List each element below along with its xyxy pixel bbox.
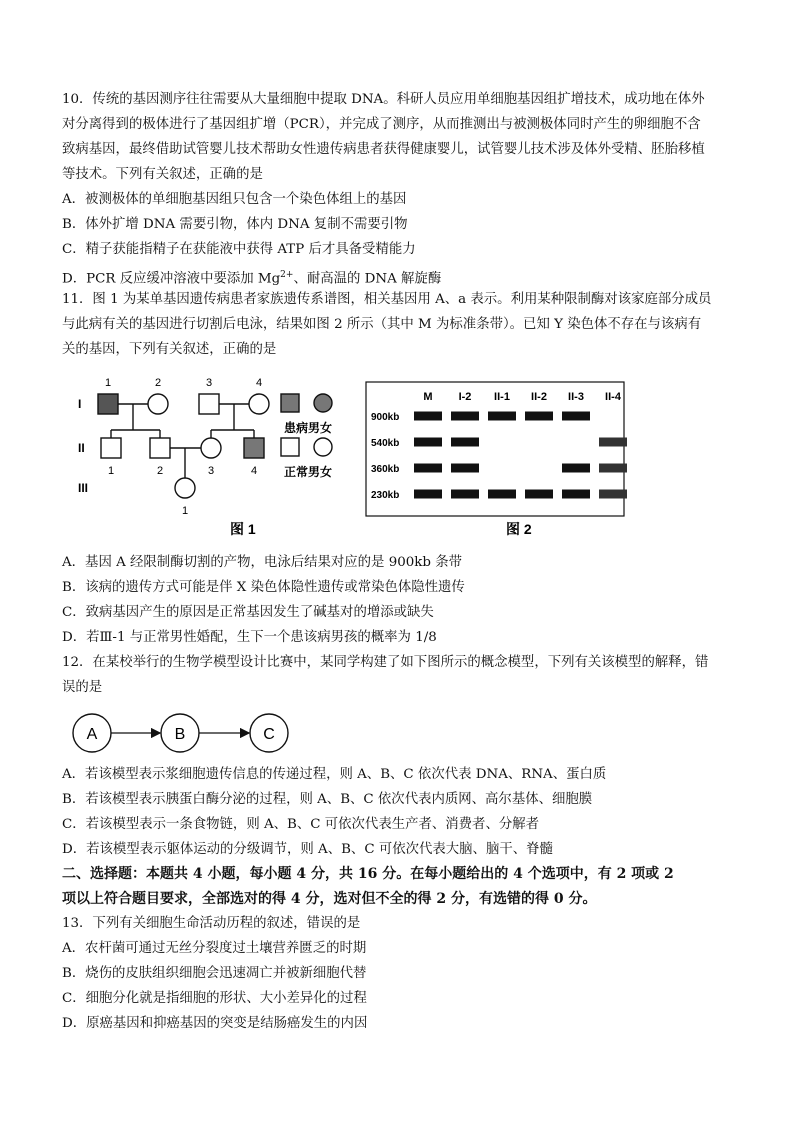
q10-option-d-post: 、耐高温的 DNA 解旋酶 <box>293 271 442 287</box>
gel-band <box>525 412 553 421</box>
gel-band <box>414 464 442 473</box>
gel-band <box>562 490 590 499</box>
pedigree-ii4-affected-male <box>244 438 264 458</box>
gel-lane-label: II-2 <box>531 391 547 403</box>
gel-band <box>488 412 516 421</box>
legend-normal-male-icon <box>281 438 299 456</box>
pedigree-i3-normal-male <box>199 394 219 414</box>
gel-lane-label: M <box>423 391 433 403</box>
gel-lane-label: I-2 <box>458 391 472 403</box>
q10-stem-line-3: 致病基因，最终借助试管婴儿技术帮助女性遗传病患者获得健康婴儿，试管婴儿技术涉及体外受精、胚胎移植 <box>62 142 705 157</box>
legend-affected-label: 患病男女 <box>284 421 333 435</box>
num-ii2: 2 <box>157 465 164 477</box>
pedigree-i4-normal-female <box>249 394 269 414</box>
node-b-label: B <box>174 726 186 743</box>
q10-option-d-sup: 2+ <box>280 270 294 280</box>
q12-option-a: A．若该模型表示浆细胞遗传信息的传递过程，则 A、B、C 依次代表 DNA、RNA、蛋白质 <box>62 767 607 782</box>
pedigree-iii1-normal-female <box>175 478 195 498</box>
q12-option-c: C．若该模型表示一条食物链，则 A、B、C 可依次代表生产者、消费者、分解者 <box>62 817 540 832</box>
fig1-caption: 图 1 <box>230 521 256 537</box>
pedigree-ii1-normal-male <box>101 438 121 458</box>
q12-option-b: B．若该模型表示胰蛋白酶分泌的过程，则 A、B、C 依次代表内质网、高尔基体、细胞膜 <box>62 792 593 807</box>
q13-option-d: D．原癌基因和抑癌基因的突变是结肠癌发生的内因 <box>62 1016 368 1031</box>
q11-option-d: D．若Ⅲ-1 与正常男性婚配，生下一个患该病男孩的概率为 1/8 <box>62 630 437 645</box>
q10-option-d-pre: D．PCR 反应缓冲溶液中要添加 Mg <box>62 271 281 287</box>
gel-band <box>414 490 442 499</box>
pedigree-figure <box>74 368 354 540</box>
q13-stem: 13．下列有关细胞生命活动历程的叙述，错误的是 <box>62 916 361 931</box>
q11-option-a: A．基因 A 经限制酶切割的产物，电泳后结果对应的是 900kb 条带 <box>62 555 462 570</box>
gel-band <box>451 490 479 499</box>
gel-band <box>488 490 516 499</box>
gel-lane-label: II-4 <box>605 391 621 403</box>
pedigree-i1-affected-male <box>98 394 118 414</box>
gen-label-i: I <box>78 397 82 411</box>
num-ii1: 1 <box>108 465 115 477</box>
gel-size-label: 540kb <box>371 438 400 449</box>
gel-size-label: 360kb <box>371 464 400 475</box>
legend-affected-male-icon <box>281 394 299 412</box>
section2-header-line-1: 二、选择题：本题共 4 小题，每小题 4 分，共 16 分。在每小题给出的 4 个选项中，有 2 项或 2 <box>62 866 674 882</box>
gel-band <box>525 490 553 499</box>
q11-stem-line-1: 11．图 1 为某单基因遗传病患者家族遗传系谱图，相关基因用 A、a 表示。利用某种限制酶对该家庭部分成员 <box>62 292 712 307</box>
gel-size-label: 900kb <box>371 412 400 423</box>
q10-option-a: A．被测极体的单细胞基因组只包含一个染色体组上的基因 <box>62 192 407 207</box>
gel-band <box>599 464 627 473</box>
gen-label-ii: II <box>78 441 85 455</box>
q10-option-d <box>62 265 441 289</box>
gel-band <box>599 438 627 447</box>
gel-band <box>414 412 442 421</box>
q13-option-b: B．烧伤的皮肤组织细胞会迅速凋亡并被新细胞代替 <box>62 966 367 981</box>
num-i1: 1 <box>105 377 112 389</box>
num-i4: 4 <box>256 377 263 389</box>
q12-stem-line-2: 误的是 <box>62 680 103 695</box>
legend-normal-female-icon <box>314 438 332 456</box>
gel-band <box>451 438 479 447</box>
node-a-label: A <box>86 726 98 743</box>
q10-stem-line-1: 10．传统的基因测序往往需要从大量细胞中提取 DNA。科研人员应用单细胞基因组扩增技术，成功地在体外 <box>62 92 705 107</box>
gel-lane-label: II-1 <box>494 391 510 403</box>
q12-stem-line-1: 12．在某校举行的生物学模型设计比赛中，某同学构建了如下图所示的概念模型，下列有关该模型的解释，错 <box>62 655 709 670</box>
q10-stem-line-4: 等技术。下列有关叙述，正确的是 <box>62 167 263 182</box>
pedigree-ii2-normal-male <box>150 438 170 458</box>
pedigree-ii3-normal-female <box>201 438 221 458</box>
num-i3: 3 <box>206 377 213 389</box>
node-c-label: C <box>263 726 275 743</box>
q10-stem-line-2: 对分离得到的极体进行了基因组扩增（PCR），并完成了测序，从而推测出与被测极体同时产生的卵细胞不含 <box>62 117 701 132</box>
num-ii4: 4 <box>251 465 258 477</box>
concept-model-diagram <box>68 710 298 756</box>
gel-band <box>562 412 590 421</box>
gel-band <box>562 464 590 473</box>
legend-affected-female-icon <box>314 394 332 412</box>
section2-header-line-2: 项以上符合题目要求，全部选对的得 4 分，选对但不全的得 2 分，有选错的得 0 分。 <box>62 891 597 907</box>
gel-size-label: 230kb <box>371 490 400 501</box>
num-iii1: 1 <box>182 505 189 517</box>
q13-option-a: A．农杆菌可通过无丝分裂度过土壤营养匮乏的时期 <box>62 941 367 956</box>
gel-band <box>451 412 479 421</box>
gen-label-iii: III <box>78 481 89 495</box>
gel-band <box>599 490 627 499</box>
gel-band <box>451 464 479 473</box>
q13-option-c: C．细胞分化就是指细胞的形状、大小差异化的过程 <box>62 991 367 1006</box>
num-i2: 2 <box>155 377 162 389</box>
q12-option-d: D．若该模型表示躯体运动的分级调节，则 A、B、C 可依次代表大脑、脑干、脊髓 <box>62 842 553 857</box>
q11-option-b: B．该病的遗传方式可能是伴 X 染色体隐性遗传或常染色体隐性遗传 <box>62 580 465 595</box>
pedigree-i2-normal-female <box>148 394 168 414</box>
gel-band <box>414 438 442 447</box>
gel-lane-label: II-3 <box>568 391 584 403</box>
legend-normal-label: 正常男女 <box>284 465 333 479</box>
gel-figure <box>360 368 630 540</box>
q11-option-c: C．致病基因产生的原因是正常基因发生了碱基对的增添或缺失 <box>62 605 434 620</box>
fig2-caption: 图 2 <box>506 521 532 537</box>
q10-option-b: B．体外扩增 DNA 需要引物，体内 DNA 复制不需要引物 <box>62 217 408 232</box>
q10-option-c: C．精子获能指精子在获能液中获得 ATP 后才具备受精能力 <box>62 242 416 257</box>
q11-stem-line-2: 与此病有关的基因进行切割后电泳，结果如图 2 所示（其中 M 为标准条带）。已知 Y 染色体不存在与该病有 <box>62 317 702 332</box>
num-ii3: 3 <box>208 465 215 477</box>
q11-stem-line-3: 关的基因，下列有关叙述，正确的是 <box>62 342 277 357</box>
